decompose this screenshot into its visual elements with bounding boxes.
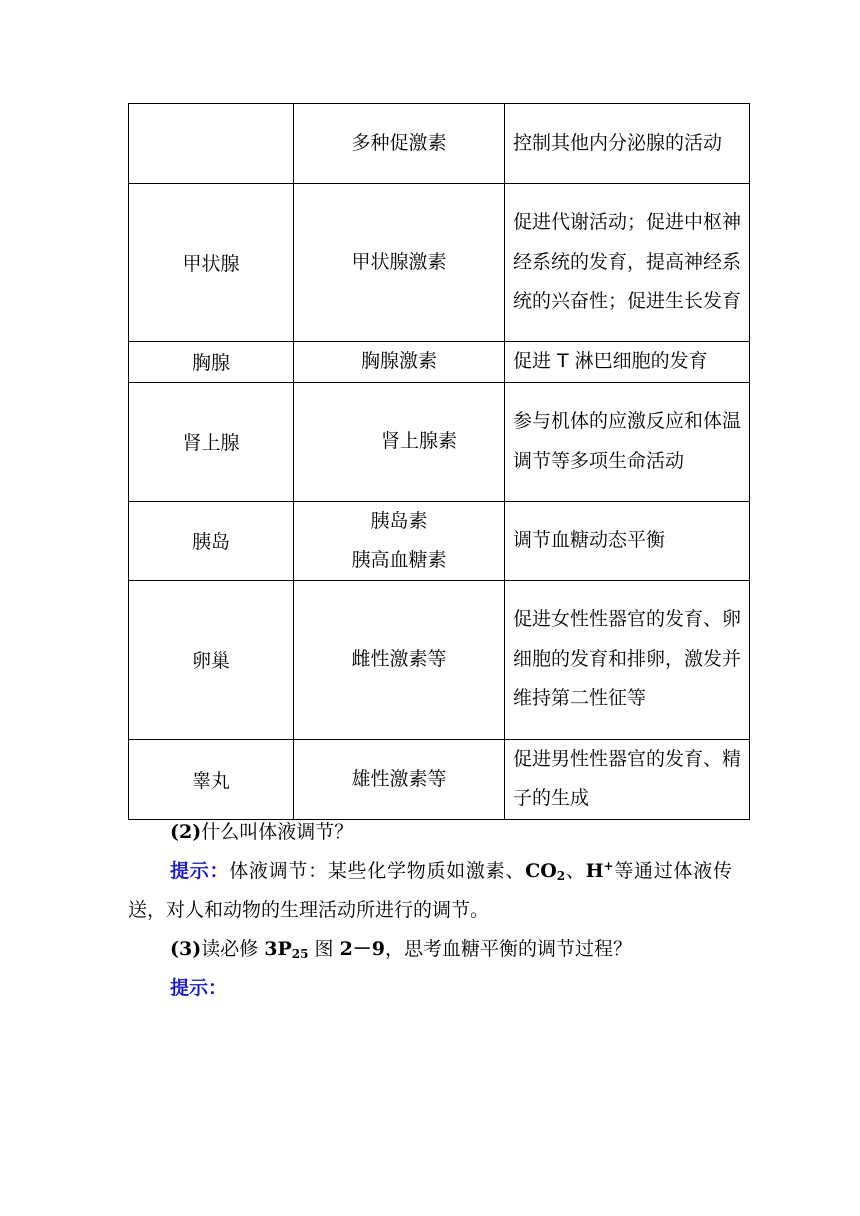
function-cell: 调节血糖动态平衡 (505, 501, 750, 580)
hint-label: 提示： (170, 860, 230, 882)
hormone-name: 雄性激素等 (351, 767, 447, 790)
gland-cell: 卵巢 (129, 580, 294, 739)
gland-cell: 胸腺 (129, 342, 294, 383)
answer-text: 体液调节：某些化学物质如激素、 (229, 860, 526, 882)
question-text: 读必修 (201, 938, 265, 960)
question-text: 什么叫体液调节？ (201, 821, 354, 843)
question-number: (3) (170, 938, 202, 960)
hormone-cell (294, 184, 505, 342)
book-ref (264, 938, 308, 960)
gland-cell: 肾上腺 (129, 382, 294, 501)
function-cell: 参与机体的应激反应和体温调节等多项生命活动 (505, 382, 750, 501)
page-subscript: 25 (291, 947, 309, 961)
hormone-name: 多种促激素 (351, 132, 447, 154)
hormone-cell (294, 501, 505, 580)
hormone-cell (294, 342, 505, 383)
question-number: (2) (170, 821, 202, 843)
table-row (129, 580, 750, 739)
separator: 、 (565, 860, 586, 882)
co2-formula (525, 860, 565, 882)
table-row (129, 382, 750, 501)
table-row (129, 104, 750, 184)
formula-main: H (585, 860, 604, 882)
table-row (129, 739, 750, 819)
gland-cell: 睾丸 (129, 739, 294, 819)
hydrogen-ion (586, 860, 614, 882)
hormone-cell (294, 580, 505, 739)
answer-text: 等通过体液传送，对人和动物的生理活动所进行的调节。 (128, 860, 732, 921)
gland-cell (129, 104, 294, 184)
book-code: 3P (264, 938, 292, 960)
function-cell: 促进女性性器官的发育、卵细胞的发育和排卵，激发并维持第二性征等 (505, 580, 750, 739)
hormone-cell (294, 104, 505, 184)
question-text: ，思考血糖平衡的调节过程？ (385, 938, 633, 960)
question-2 (128, 813, 732, 852)
answer-2 (128, 852, 732, 930)
hormone-name: 胰岛素 (370, 509, 428, 532)
formula-main: CO (525, 860, 557, 882)
hormone-name: 甲状腺激素 (351, 251, 447, 273)
function-cell: 控制其他内分泌腺的活动 (505, 104, 750, 184)
function-cell: 促进代谢活动；促进中枢神经系统的发育，提高神经系统的兴奋性；促进生长发育 (505, 184, 750, 342)
hormone-name: 胰高血糖素 (351, 548, 447, 571)
table-row (129, 184, 750, 342)
gland-cell: 甲状腺 (129, 184, 294, 342)
answer-3 (128, 969, 732, 1008)
hint-label: 提示： (170, 977, 228, 999)
hormone-cell (294, 382, 505, 501)
formula-subscript: 2 (556, 869, 566, 883)
hormone-name: 肾上腺素 (380, 430, 457, 452)
table-row (129, 501, 750, 580)
question-3 (128, 930, 732, 969)
question-text: 图 (308, 938, 340, 960)
figure-ref: 2－9 (339, 938, 386, 960)
hormone-name: 胸腺激素 (360, 350, 437, 373)
table-row (129, 342, 750, 383)
hormone-cell (294, 739, 505, 819)
endocrine-glands-table (128, 103, 750, 820)
hormone-name: 雌性激素等 (351, 648, 447, 670)
gland-cell: 胰岛 (129, 501, 294, 580)
function-cell: 促进 T 淋巴细胞的发育 (505, 342, 750, 383)
function-cell: 促进男性性器官的发育、精子的生成 (505, 739, 750, 819)
formula-superscript: + (603, 859, 614, 873)
